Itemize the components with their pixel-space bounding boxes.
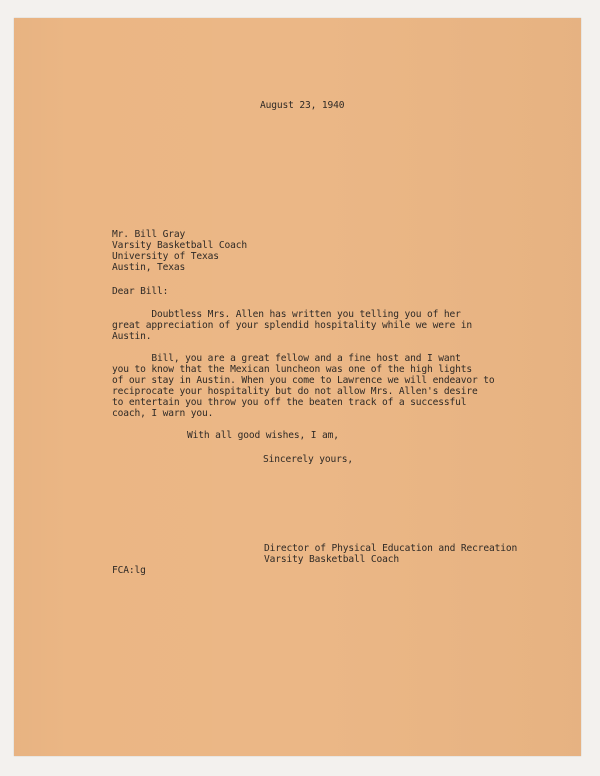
paragraph-1 <box>112 309 472 342</box>
letter-paper <box>14 18 581 756</box>
typist-initials: FCA:lg <box>112 565 146 576</box>
recipient-institution: University of Texas <box>112 251 219 262</box>
paragraph-1-line: great appreciation of your splendid hospitality while we were in <box>112 320 473 331</box>
paragraph-2-line: reciprocate your hospitality but do not allow Mrs. Allen's desire <box>112 386 478 397</box>
paragraph-2-line: Bill, you are a great fellow and a fine host and I want <box>112 353 461 364</box>
paragraph-2-line: you to know that the Mexican luncheon was one of the high lights <box>112 364 473 375</box>
signature-title-line: Director of Physical Education and Recreation <box>264 543 518 554</box>
recipient-city: Austin, Texas <box>112 262 186 273</box>
paragraph-1-line: Doubtless Mrs. Allen has written you telling you of her <box>112 309 461 320</box>
letter-date: August 23, 1940 <box>260 100 345 111</box>
salutation: Dear Bill: <box>112 286 169 297</box>
closing-sincerely: Sincerely yours, <box>263 454 354 465</box>
paragraph-2-line: of our stay in Austin. When you come to Lawrence we will endeavor to <box>112 375 495 386</box>
signature-block <box>264 543 517 565</box>
paragraph-2-line: coach, I warn you. <box>112 408 214 419</box>
paragraph-2 <box>112 353 495 419</box>
recipient-title: Varsity Basketball Coach <box>112 240 248 251</box>
closing-wishes: With all good wishes, I am, <box>187 430 339 441</box>
signature-title-line: Varsity Basketball Coach <box>264 554 400 565</box>
recipient-name: Mr. Bill Gray <box>112 229 186 240</box>
paragraph-1-line: Austin. <box>112 331 152 342</box>
recipient-address <box>112 229 247 273</box>
paragraph-2-line: to entertain you throw you off the beaten track of a successful <box>112 397 467 408</box>
